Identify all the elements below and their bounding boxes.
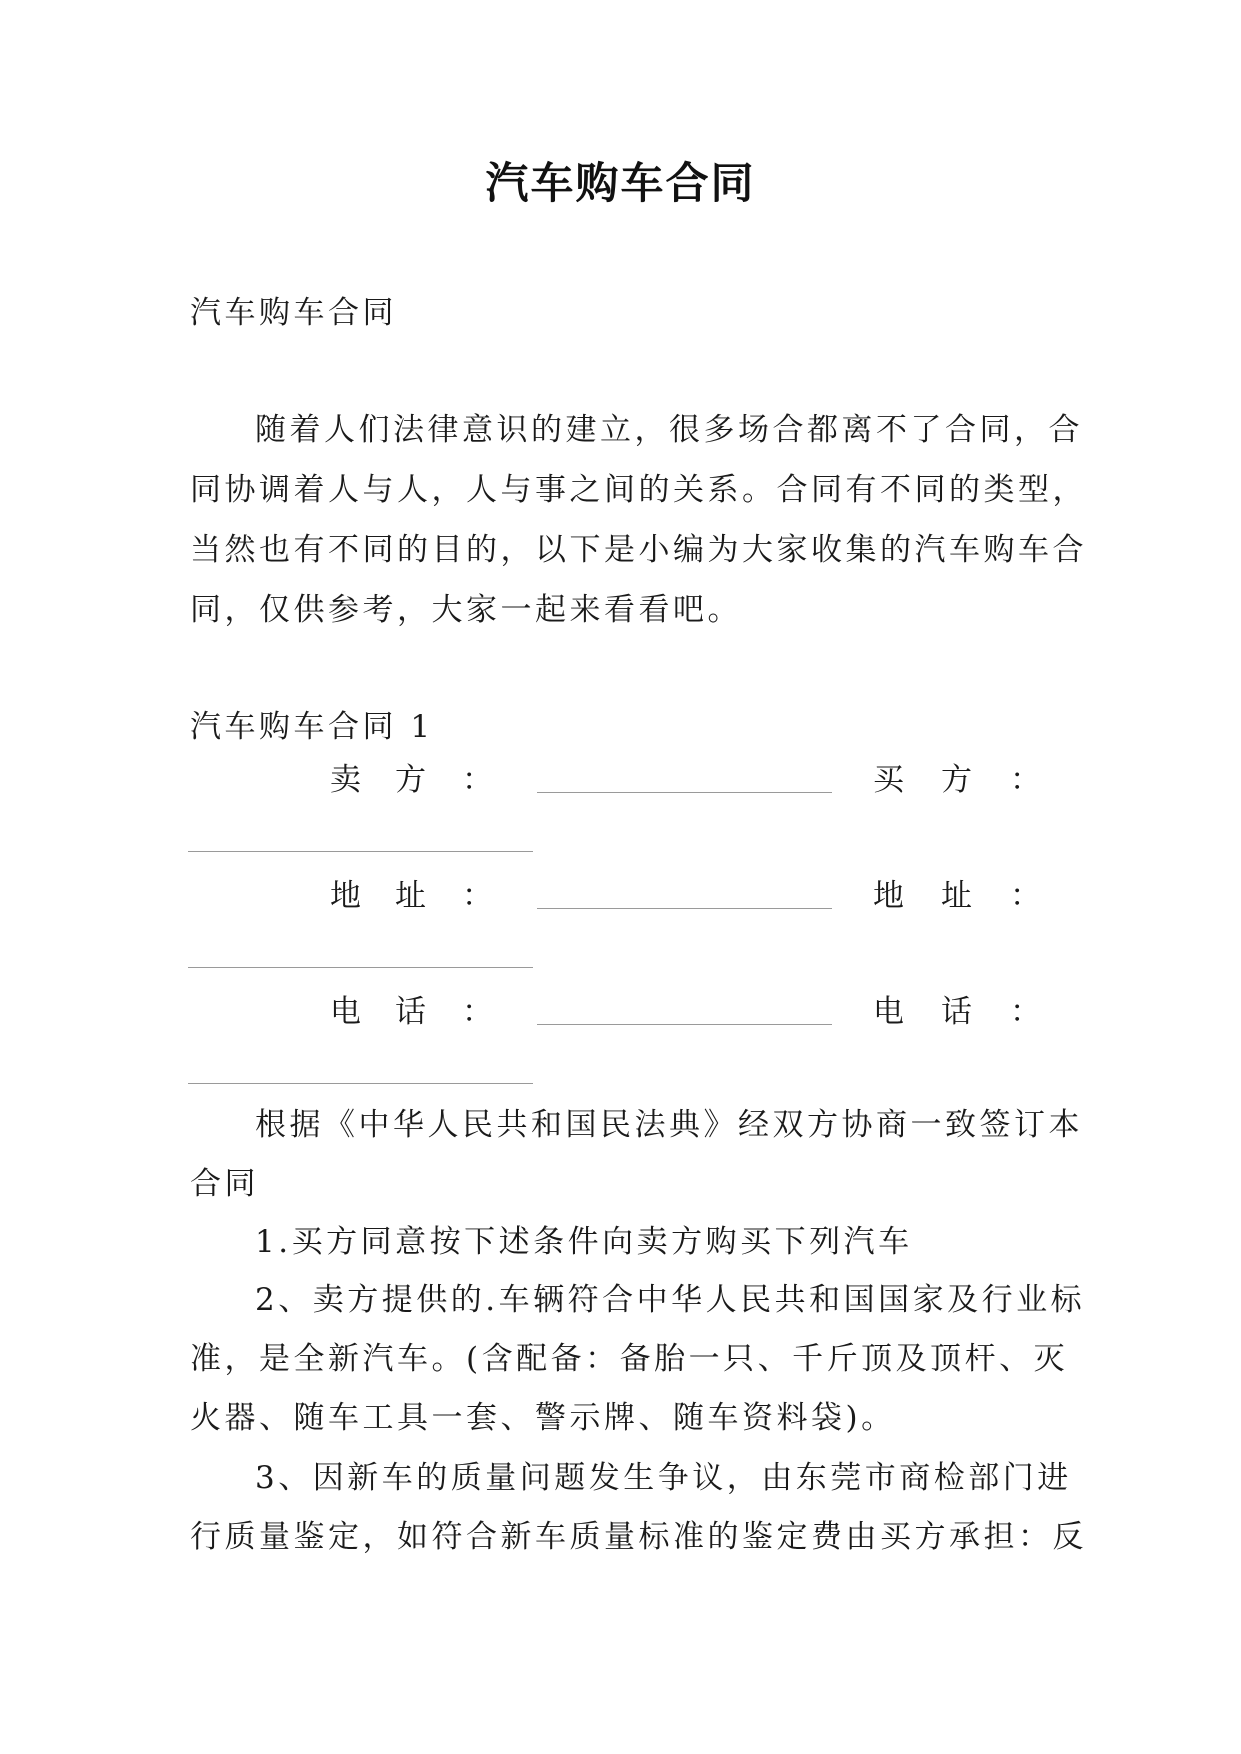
buyer-label-char: 方 xyxy=(941,762,972,798)
document-title: 汽车购车合同 xyxy=(485,159,756,209)
clause-1: 1.买方同意按下述条件向卖方购买下列汽车 xyxy=(255,1224,913,1260)
buyer-label-colon: ： xyxy=(1010,762,1041,798)
address-label-char: 址 xyxy=(395,878,426,914)
address-label-char: 地 xyxy=(330,878,361,914)
section-heading: 汽车购车合同 1 xyxy=(190,709,434,745)
phone-label-char: 电 xyxy=(873,994,904,1030)
phone-label-colon: ： xyxy=(1010,994,1041,1030)
intro-line: 当然也有不同的目的，以下是小编为大家收集的汽车购车合 xyxy=(190,532,1087,568)
buyer-label-char: 买 xyxy=(873,762,904,798)
phone-label-char: 话 xyxy=(941,994,972,1030)
seller-blank-line[interactable] xyxy=(537,792,832,793)
seller-label-colon: ： xyxy=(462,762,493,798)
address-label-colon: ： xyxy=(462,878,493,914)
address-label-colon: ： xyxy=(1010,878,1041,914)
phone-label-char: 话 xyxy=(395,994,426,1030)
address-label-char: 址 xyxy=(941,878,972,914)
seller-phone-blank-line[interactable] xyxy=(537,1024,832,1025)
intro-line: 同协调着人与人，人与事之间的关系。合同有不同的类型， xyxy=(190,472,1087,508)
intro-line: 随着人们法律意识的建立，很多场合都离不了合同，合 xyxy=(255,412,1083,448)
buyer-address-blank-line[interactable] xyxy=(188,967,533,968)
clause-2-line: 准，是全新汽车。(含配备：备胎一只、千斤顶及顶杆、灭 xyxy=(190,1341,1069,1377)
buyer-phone-blank-line[interactable] xyxy=(188,1083,533,1084)
seller-label-char: 方 xyxy=(395,762,426,798)
phone-label-char: 电 xyxy=(330,994,361,1030)
buyer-blank-line[interactable] xyxy=(188,851,533,852)
clause-3-line: 3、因新车的质量问题发生争议，由东莞市商检部门进 xyxy=(255,1460,1072,1496)
basis-line: 合同 xyxy=(190,1166,259,1202)
clause-2-line: 火器、随车工具一套、警示牌、随车资料袋)。 xyxy=(190,1400,896,1436)
clause-3-line: 行质量鉴定，如符合新车质量标准的鉴定费由买方承担：反 xyxy=(190,1519,1087,1555)
basis-line: 根据《中华人民共和国民法典》经双方协商一致签订本 xyxy=(255,1107,1083,1143)
document-subtitle: 汽车购车合同 xyxy=(190,295,397,331)
clause-2-line: 2、卖方提供的.车辆符合中华人民共和国国家及行业标 xyxy=(255,1282,1086,1318)
seller-address-blank-line[interactable] xyxy=(537,908,832,909)
seller-label-char: 卖 xyxy=(330,762,361,798)
address-label-char: 地 xyxy=(873,878,904,914)
phone-label-colon: ： xyxy=(462,994,493,1030)
intro-line: 同，仅供参考，大家一起来看看吧。 xyxy=(190,592,742,628)
